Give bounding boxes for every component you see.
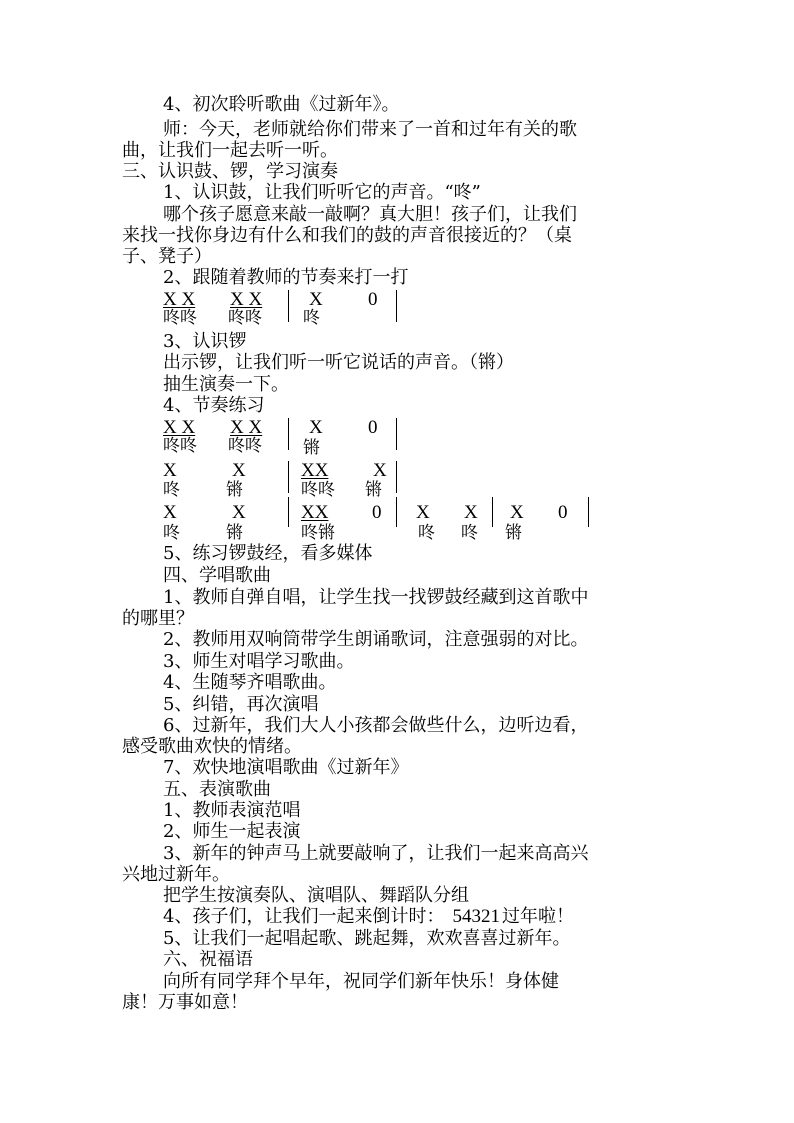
rhythm-rest: 0 bbox=[368, 289, 378, 310]
rhythm-note: X bbox=[373, 460, 387, 481]
bar-line bbox=[396, 461, 397, 493]
rhythm-syllable: 咚 bbox=[163, 523, 180, 543]
rhythm-rest: 0 bbox=[558, 502, 568, 523]
section-heading: 三、认识鼓、锣，学习演奏 bbox=[122, 161, 338, 182]
bar-line bbox=[288, 290, 289, 322]
rhythm-note: XX bbox=[301, 502, 329, 523]
rhythm-syllable: 咚 bbox=[461, 523, 478, 543]
rhythm-syllable: 咚咚 bbox=[163, 308, 197, 328]
rhythm-rest: 0 bbox=[368, 417, 378, 438]
rhythm-note: X bbox=[464, 502, 478, 523]
section-heading: 五、表演歌曲 bbox=[163, 779, 271, 800]
text-line: 3、师生对唱学习歌曲。 bbox=[163, 651, 355, 672]
text-line: 3、新年的钟声马上就要敲响了，让我们一起来高高兴 bbox=[163, 843, 589, 864]
rhythm-note: X bbox=[232, 460, 246, 481]
text-line: 5、让我们一起唱起歌、跳起舞，欢欢喜喜过新年。 bbox=[163, 928, 571, 949]
bar-line bbox=[396, 290, 397, 322]
rhythm-note: X bbox=[510, 502, 524, 523]
rhythm-note: XX bbox=[301, 460, 329, 481]
rhythm-syllable: 锵 bbox=[226, 523, 243, 543]
text-line: 2、教师用双响筒带学生朗诵歌词，注意强弱的对比。 bbox=[163, 629, 589, 650]
rhythm-note: X X bbox=[163, 417, 196, 438]
text-line bbox=[163, 906, 574, 928]
rhythm-note: X bbox=[309, 417, 323, 438]
text-line: 向所有同学拜个早年，祝同学们新年快乐！身体健 bbox=[163, 971, 559, 992]
section-heading: 四、学唱歌曲 bbox=[163, 565, 271, 586]
text-line: 师：今天，老师就给你们带来了一首和过年有关的歌 bbox=[163, 119, 577, 140]
bar-line bbox=[588, 497, 589, 527]
rhythm-rest: 0 bbox=[372, 502, 382, 523]
text-line: 的哪里？ bbox=[122, 608, 194, 629]
rhythm-syllable: 锵 bbox=[226, 480, 243, 500]
bar-line bbox=[396, 418, 397, 450]
text-line: 康！万事如意！ bbox=[122, 992, 248, 1013]
bar-line bbox=[396, 497, 397, 527]
rhythm-syllable: 咚咚 bbox=[228, 308, 262, 328]
rhythm-note: X X bbox=[230, 417, 263, 438]
rhythm-note: X X bbox=[230, 289, 263, 310]
text-line: 来找一找你身边有什么和我们的鼓的声音很接近的？（桌 bbox=[122, 225, 572, 246]
rhythm-note: X bbox=[232, 502, 246, 523]
bar-line bbox=[288, 418, 289, 450]
rhythm-syllable: 锵 bbox=[505, 523, 522, 543]
rhythm-note: X bbox=[163, 460, 177, 481]
text-line: 3、认识锣 bbox=[163, 331, 247, 352]
rhythm-note: X bbox=[309, 289, 323, 310]
text-line: 1、教师自弹自唱，让学生找一找锣鼓经藏到这首歌中 bbox=[163, 587, 589, 608]
rhythm-syllable: 咚咚 bbox=[301, 480, 335, 500]
text-line: 5、纠错，再次演唱 bbox=[163, 694, 319, 715]
text-line: 哪个孩子愿意来敲一敲啊？真大胆！孩子们，让我们 bbox=[163, 204, 577, 225]
rhythm-syllable: 咚锵 bbox=[301, 523, 335, 543]
text-line: 兴地过新年。 bbox=[122, 864, 230, 885]
rhythm-syllable: 咚 bbox=[303, 308, 320, 328]
section-heading: 六、祝福语 bbox=[163, 949, 253, 970]
rhythm-syllable: 锵 bbox=[303, 438, 320, 458]
text-line: 感受歌曲欢快的情绪。 bbox=[122, 736, 302, 757]
rhythm-syllable: 咚咚 bbox=[228, 436, 262, 456]
text-line: 1、认识鼓，让我们听听它的声音。“咚” bbox=[163, 182, 481, 203]
text-line: 曲，让我们一起去听一听。 bbox=[122, 140, 338, 161]
text-line: 7、欢快地演唱歌曲《过新年》 bbox=[163, 757, 409, 778]
text-line: 子、凳子） bbox=[122, 246, 212, 267]
rhythm-syllable: 咚 bbox=[418, 523, 435, 543]
rhythm-note: X bbox=[416, 502, 430, 523]
text-line: 4、生随琴齐唱歌曲。 bbox=[163, 672, 337, 693]
text-line: 6、过新年，我们大人小孩都会做些什么，边听边看， bbox=[163, 715, 589, 736]
rhythm-syllable: 咚咚 bbox=[163, 436, 197, 456]
text-line: 把学生按演奏队、演唱队、舞蹈队分组 bbox=[163, 885, 469, 906]
text-line: 5、练习锣鼓经，看多媒体 bbox=[163, 543, 373, 564]
rhythm-note: X X bbox=[163, 289, 196, 310]
text-line: 4、初次聆听歌曲《过新年》。 bbox=[163, 94, 400, 115]
text-line: 2、师生一起表演 bbox=[163, 821, 301, 842]
rhythm-syllable: 咚 bbox=[163, 480, 180, 500]
countdown-prefix: 4、孩子们，让我们一起来倒计时： bbox=[163, 906, 445, 927]
text-line: 1、教师表演范唱 bbox=[163, 800, 301, 821]
countdown-suffix: 过年啦！ bbox=[501, 906, 574, 927]
bar-line bbox=[492, 497, 493, 527]
text-line: 抽生演奏一下。 bbox=[163, 374, 289, 395]
text-line: 出示锣，让我们听一听它说话的声音。（锵） bbox=[163, 352, 514, 373]
countdown-number: 54321 bbox=[452, 906, 500, 927]
rhythm-note: X bbox=[163, 502, 177, 523]
rhythm-syllable: 锵 bbox=[365, 480, 382, 500]
text-line: 2、跟随着教师的节奏来打一打 bbox=[163, 267, 409, 288]
bar-line bbox=[288, 461, 289, 493]
text-line: 4、节奏练习 bbox=[163, 395, 265, 416]
bar-line bbox=[288, 497, 289, 527]
